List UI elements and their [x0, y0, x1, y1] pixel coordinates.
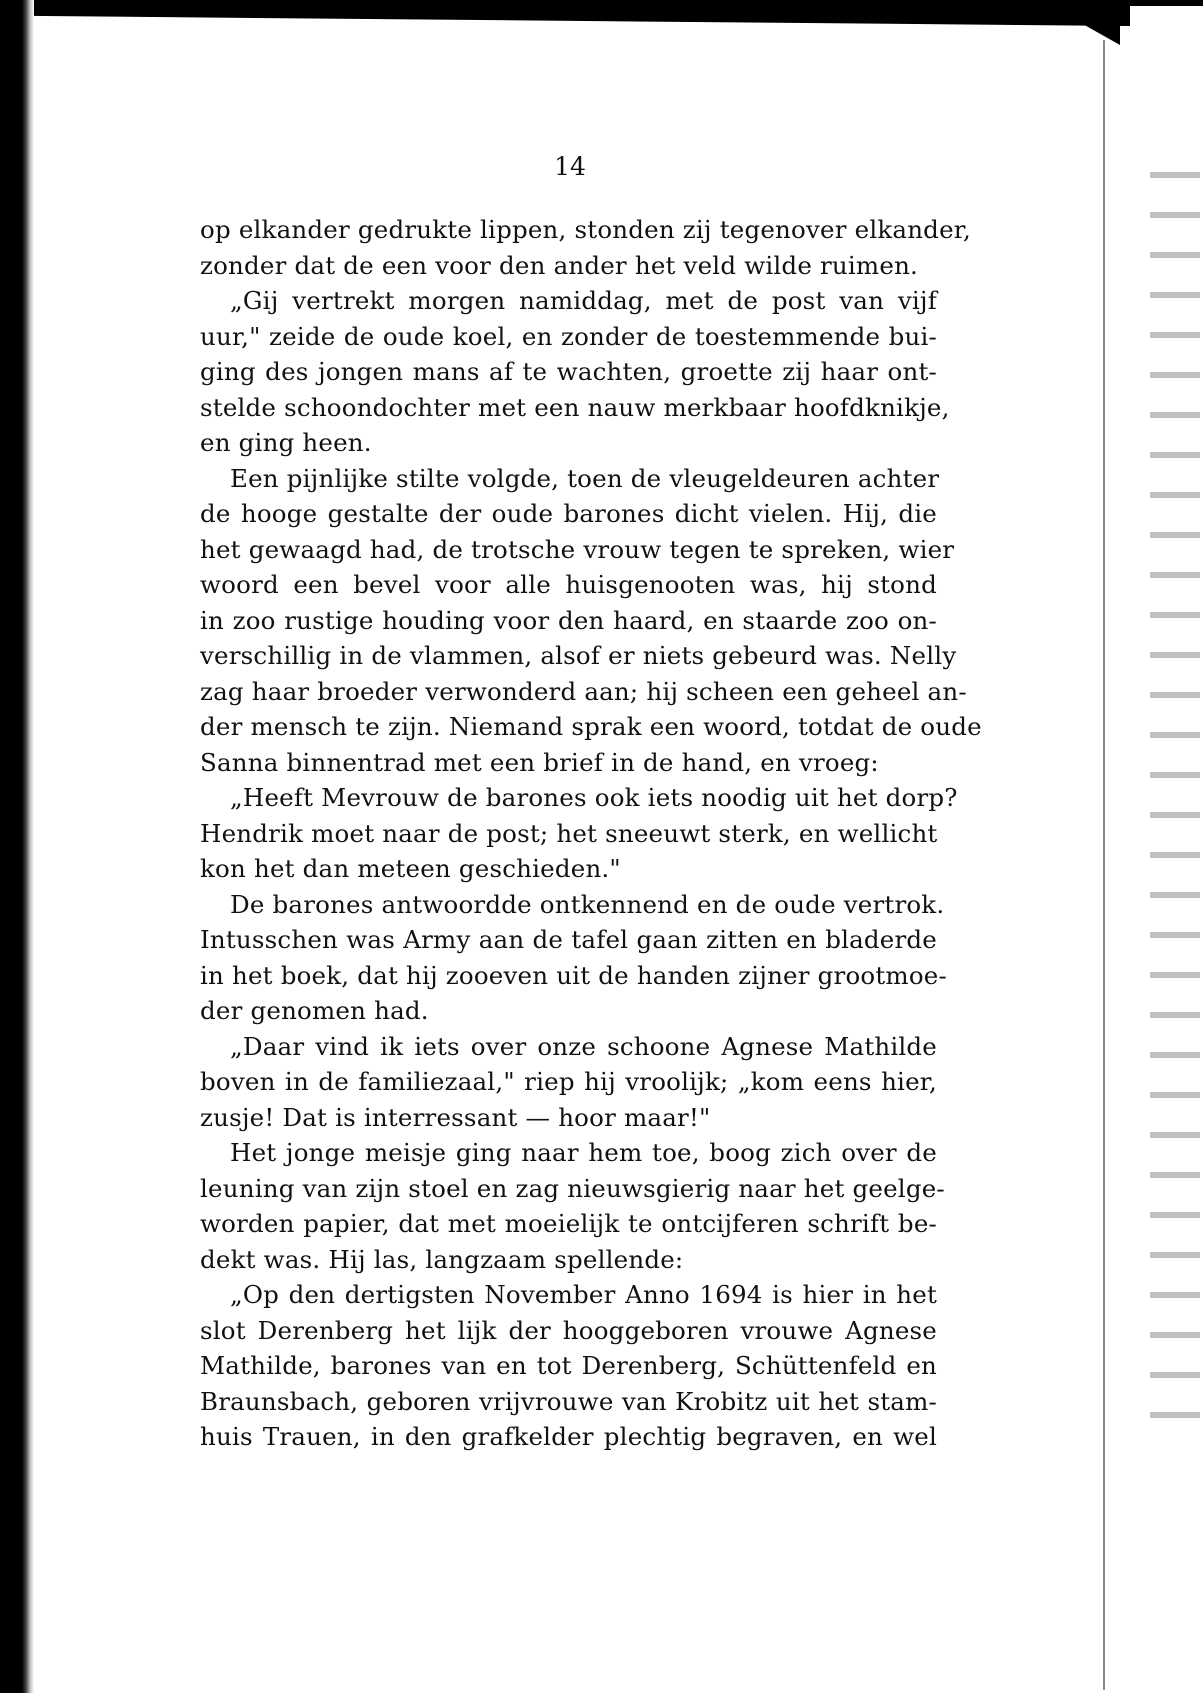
body-text	[200, 212, 982, 1455]
text-line: der genomen had.	[200, 996, 429, 1025]
text-line: Intusschen was Army aan de tafel gaan zitten en bladerde	[200, 925, 937, 954]
text-line: „Heeft Mevrouw de barones ook iets noodig uit het dorp?	[230, 783, 958, 812]
text-line: der mensch te zijn. Niemand sprak een woord, totdat de oude	[200, 712, 982, 741]
text-line: in zoo rustige houding voor den haard, en staarde zoo on-	[200, 605, 937, 635]
text-line: „Op den dertigsten November Anno 1694 is hier in het	[230, 1280, 937, 1309]
text-line: slot Derenberg het lijk der hooggeboren vrouwe Agnese	[200, 1315, 937, 1345]
text-line: ging des jongen mans af te wachten, groette zij haar ont-	[200, 357, 937, 386]
text-line: dekt was. Hij las, langzaam spellende:	[200, 1244, 684, 1274]
scan-left-edge	[0, 0, 34, 1693]
text-line: Braunsbach, geboren vrijvrouwe van Krobitz uit het stam-	[200, 1386, 937, 1416]
text-line: zusje! Dat is interressant — hoor maar!"	[200, 1102, 711, 1132]
scan-corner-shadow	[1080, 0, 1120, 45]
text-line: in het boek, dat hij zooeven uit de handen zijner grootmoe-	[200, 960, 947, 990]
text-line: uur," zeide de oude koel, en zonder de toestemmende bui-	[200, 321, 937, 351]
text-line: het gewaagd had, de trotsche vrouw tegen te spreken, wier	[200, 534, 955, 564]
scan-top-shadow	[0, 0, 1130, 26]
text-line: Sanna binnentrad met een brief in de hand, en vroeg:	[200, 747, 879, 777]
text-line: „Gij vertrekt morgen namiddag, met de post van vijf	[230, 286, 937, 315]
text-line: stelde schoondochter met een nauw merkbaar hoofdknikje,	[200, 392, 950, 422]
text-line: Hendrik moet naar de post; het sneeuwt sterk, en wellicht	[200, 818, 938, 848]
text-line: Mathilde, barones van en tot Derenberg, Schüttenfeld en	[200, 1351, 937, 1380]
text-line: „Daar vind ik iets over onze schoone Agnese Mathilde	[230, 1031, 937, 1061]
page-gutter-line	[1103, 40, 1105, 1690]
text-line: De barones antwoordde ontkennend en de oude vertrok.	[230, 889, 945, 919]
text-line: Het jonge meisje ging naar hem toe, boog zich over de	[230, 1138, 937, 1167]
adjacent-page-bleed	[1150, 150, 1200, 1450]
text-line: de hooge gestalte der oude barones dicht vielen. Hij, die	[200, 499, 937, 528]
text-line: op elkander gedrukte lippen, stonden zij tegenover elkander,	[200, 215, 971, 244]
page-number: 14	[554, 152, 586, 181]
text-line: verschillig in de vlammen, alsof er niets gebeurd was. Nelly	[200, 641, 957, 670]
text-line: zonder dat de een voor den ander het veld wilde ruimen.	[200, 250, 919, 280]
text-line: boven in de familiezaal," riep hij vroolijk; „kom eens hier,	[200, 1067, 937, 1096]
text-line: huis Trauen, in den grafkelder plechtig begraven, en wel	[200, 1422, 937, 1451]
text-line: zag haar broeder verwonderd aan; hij scheen een geheel an-	[200, 676, 967, 706]
text-line: kon het dan meteen geschieden."	[200, 854, 621, 883]
text-line: woord een bevel voor alle huisgenooten was, hij stond	[200, 570, 937, 599]
text-line: leuning van zijn stoel en zag nieuwsgierig naar het geelge-	[200, 1173, 945, 1203]
text-line: en ging heen.	[200, 428, 372, 457]
text-line: Een pijnlijke stilte volgde, toen de vleugeldeuren achter	[230, 463, 940, 493]
text-line: worden papier, dat met moeielijk te ontcijferen schrift be-	[200, 1209, 937, 1238]
